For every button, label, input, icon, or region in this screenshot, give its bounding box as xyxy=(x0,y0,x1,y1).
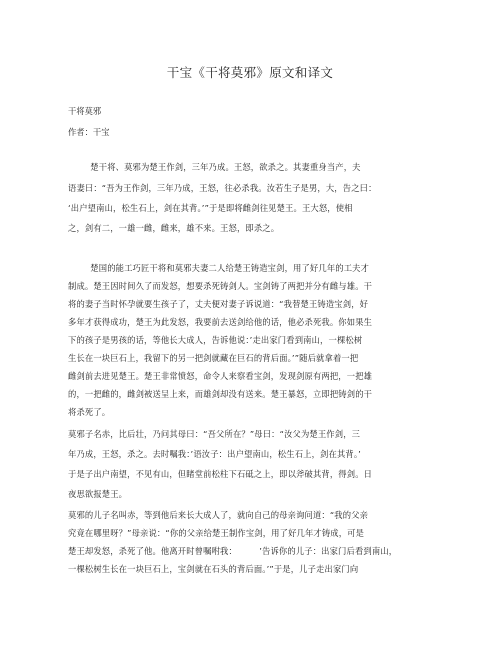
text-line: 将杀死了。 xyxy=(68,407,111,417)
author-line: 作者：干宝 xyxy=(68,127,110,137)
text-line: 究竟在哪里呀？”母亲说：“你的父亲给楚王制作宝剑，用了好几年才铸成，可是 xyxy=(68,528,365,538)
text-line: 楚王却发怒，杀死了他。他离开时曾嘱咐我： ’告诉你的儿子：出家门后看到南山， xyxy=(68,546,398,556)
text-line: 将的妻子当时怀孕就要生孩子了，丈夫便对妻子诉说道：“我替楚王铸造宝剑，好 xyxy=(68,299,369,309)
text-line: 夜思欲报楚王。 xyxy=(68,489,128,499)
text-line: 生长在一块巨石上，我留下的另一把剑就藏在巨石的背后面。’”随后就拿着一把 xyxy=(68,353,359,363)
text-line: 一棵松树生长在一块巨石上，宝剑就在石头的背后面。’”于是，儿子走出家门向 xyxy=(68,564,359,574)
text-line: 制成。楚王因时间久了而发怒，想要杀死铸剑人。宝剑铸了两把并分有雌与雄。干 xyxy=(68,281,373,291)
text-line: 莫邪的儿子名叫赤，等到他后来长大成人了，就向自己的母亲询问道：“我的父亲 xyxy=(68,510,369,520)
text-line: 多年才获得成功，楚王为此发怒，我要前去送剑给他的话，他必杀死我。你如果生 xyxy=(68,317,373,327)
text-line: 楚国的能工巧匠干将和莫邪夫妻二人给楚王铸造宝剑，用了好几年的工夫才 xyxy=(68,263,370,273)
text-line: 之，剑有二，一雄一雌，雌来，雄不来。王怒，即杀之。 xyxy=(68,223,280,233)
subtitle: 干将莫邪 xyxy=(68,106,102,116)
page-title: 干宝《干将莫邪》原文和译文 xyxy=(166,65,334,80)
text-line: 的，一把雌的，雌剑被送呈上来，而雄剑却没有送来。楚王暴怒，立即把铸剑的干 xyxy=(68,389,373,399)
text-line: 下的孩子是男孩的话，等他长大成人，告诉他说：’走出家门看到南山，一棵松树 xyxy=(68,335,363,345)
text-line: 年乃成，王怒，杀之。去时嘱我：’语汝子：出户望南山，松生石上，剑在其背。’ xyxy=(68,449,361,459)
text-line: 楚干将、莫邪为楚王作剑，三年乃成。王怒，欲杀之。其妻重身当产，夫 xyxy=(68,162,361,172)
text-line: ‘出户望南山，松生石上，剑在其背。’”于是即将雌剑往见楚王。王大怒，使相 xyxy=(68,203,353,213)
text-line: 莫邪子名赤，比后壮，乃问其母曰：“吾父所在？”母曰：“汝父为楚王作剑，三 xyxy=(68,429,361,439)
text-line: 雌剑前去进见楚王。楚王非常愤怒，命令人来察看宝剑，发现剑原有两把，一把雄 xyxy=(68,371,373,381)
text-line: 语妻曰：“吾为王作剑，三年乃成，王怒，往必杀我。汝若生子是男，大，告之曰： xyxy=(68,183,377,193)
text-line: 于是子出户南望，不见有山，但睹堂前松柱下石砥之上，即以斧破其背，得剑。日 xyxy=(68,469,373,479)
